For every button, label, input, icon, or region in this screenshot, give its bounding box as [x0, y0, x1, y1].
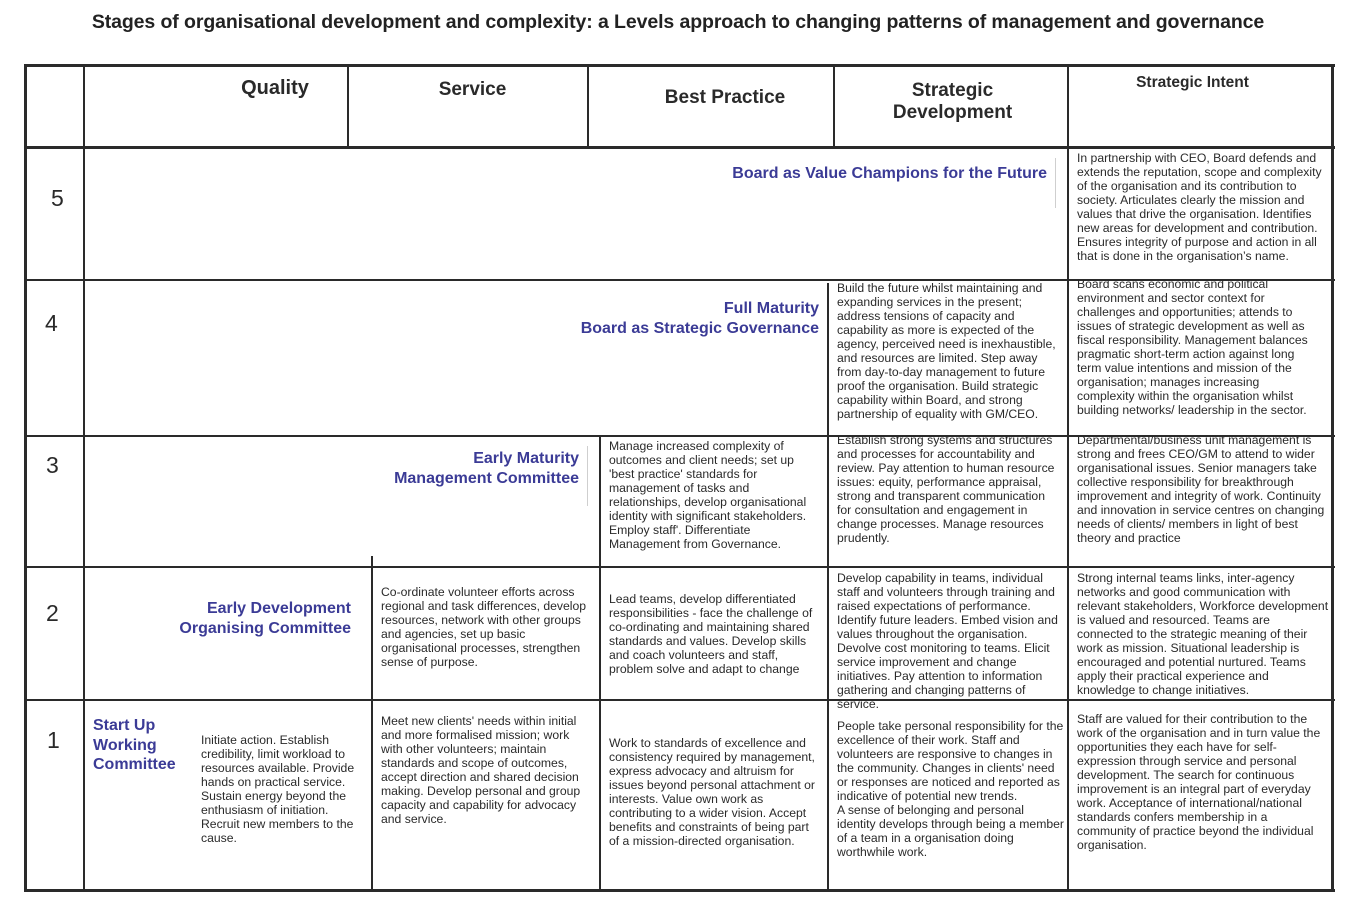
level2-service: Co-ordinate volunteer efforts across regional and task differences, develop resources, network with other groups and agencies, set up basic organisational processes, strengthen sense of purpose.: [381, 585, 587, 669]
level5-strategic-intent: In partnership with CEO, Board defends and extends the reputation, scope and complexity of the organisation and its contribution to society. Articulates clearly the mission and values that drive the organisation. Identifies new areas for development and contribution. Ensures integrity of purpose and action in all that is done in the organisation’s name.: [1077, 151, 1322, 263]
level5-stage-title: Board as Value Champions for the Future: [732, 165, 1047, 182]
level2-stage-name: Early Development: [206, 600, 351, 617]
document-title: Stages of organisational development and complexity: a Levels approach to changing patterns of management and governance: [91, 11, 1265, 33]
level1-stage-title: [93, 716, 193, 775]
level1-stage-name-line3: Committee: [93, 756, 176, 773]
level3-stage-name: Early Maturity: [473, 450, 579, 467]
level1-service: Meet new clients' needs within initial and more formalised mission; work with other volunteers; maintain standards and scope of outcomes, accept direction and shared decision making. Develop personal and group capacity and capability for advocacy and service.: [381, 714, 581, 826]
column-header-strategic-development: Strategic Development: [892, 80, 1013, 123]
intent-divider: [1067, 146, 1069, 892]
level4-strategic-intent: Board scans economic and political environment and sector context for challenges and opportunities; attends to issues of strategic development as well as fiscal responsibility. Management balances pragmatic short-term action against long term value intentions and mission of the organisation; manages increasing complexity within the organisation whilst building networks/ leadership in the sector.: [1077, 277, 1308, 417]
level3-stage-title: [330, 449, 579, 488]
service-divider: [371, 556, 373, 892]
level1-stage-name-line1: Start Up: [93, 717, 156, 734]
level1-stage-name-line2: Working: [93, 736, 157, 754]
level-number-1: 1: [47, 727, 60, 753]
level2-stage-title: [120, 599, 351, 638]
level1-quality: Initiate action. Establish credibility, limit workload to resources available. Provide hands on practical service. Sustain energy beyond the enthusiasm of initiation. Recruit new members to the cause.: [201, 733, 355, 845]
header-divider-strategicdev-intent: [1067, 64, 1069, 148]
level-number-3: 3: [46, 452, 59, 478]
level1-strategic-intent: Staff are valued for their contribution to the work of the organisation and in turn value the opportunities they each have for self-expression through service and personal development. The search for continuous improvement is an integral part of everyday work. Acceptance of international/national standards confers membership in a community of practice beyond the individual organisation.: [1077, 712, 1321, 852]
level4-strategic-development: Build the future whilst maintaining and expanding services in the present; address tensions of capacity and capability as more is expected of the agency, perceived need is inexhaustible, and resources are limited. Step away from day-to-day management to future proof the organisation. Build strategic capability within Board, and strong partnership of equality with GM/CEO.: [837, 281, 1056, 421]
column-header-quality: Quality: [241, 77, 309, 99]
level3-strategic-development: Establish strong systems and structures and processes for accountability and review. Pay attention to human resource issues: equity, performance appraisal, strong and transparent communication for consultation and engagement in change processes. Manage resources prudently.: [837, 433, 1055, 545]
level3-faint-divider: [587, 446, 588, 506]
level2-strategic-development: Develop capability in teams, individual staff and volunteers through training and raised expectations of performance. Identify future leaders. Embed vision and values throughout the organisation. Devolve cost monitoring to teams. Elicit service improvement and change initiatives. Pay attention to information gathering and changing patterns of service.: [837, 571, 1058, 711]
level4-stage-title: [520, 299, 819, 338]
level3-best-practice: Manage increased complexity of outcomes and client needs; set up 'best practice' standards for management of tasks and relationships, develop organisational identity with significant stakeholders. Employ staff'. Differentiate Management from Governance.: [609, 439, 807, 551]
table-border-right: [1331, 64, 1334, 892]
strategicdev-divider: [827, 283, 829, 892]
level2-governance-body: Organising Committee: [179, 619, 351, 637]
bestpractice-divider: [599, 436, 601, 892]
column-header-strategic-intent: Strategic Intent: [1136, 74, 1249, 91]
level1-best-practice: Work to standards of excellence and consistency required by management, express advocacy and altruism for issues beyond personal attachment or interests. Value own work as contributing to a wider vision. Accept benefits and constraints of being part of a mission-directed organisation.: [609, 736, 815, 848]
header-divider-quality-service: [347, 64, 349, 148]
level-number-5: 5: [51, 185, 64, 211]
header-bottom-rule: [24, 146, 1335, 149]
level4-stage-name: Full Maturity: [723, 300, 819, 317]
level4-governance-body: Board as Strategic Governance: [580, 319, 819, 337]
header-divider-bestpractice-strategicdev: [833, 64, 835, 148]
table-border-left: [24, 64, 27, 892]
level2-strategic-intent: Strong internal teams links, inter-agency networks and good communication with relevant stakeholders, Workforce development is valued and resourced. Teams are connected to the strategic meaning of their work as mission. Situational leadership is encouraged and potential nurtured. Teams apply their practical experience and knowledge to change initiatives.: [1077, 571, 1329, 697]
column-header-best-practice: Best Practice: [664, 87, 786, 108]
level5-faint-divider: [1055, 158, 1056, 208]
row-rule-2-1: [24, 699, 1335, 701]
header-divider-service-bestpractice: [587, 64, 589, 148]
level-number-2: 2: [46, 600, 59, 626]
level2-best-practice: Lead teams, develop differentiated responsibilities - face the challenge of co-ordinating and maintaining shared standards and values. Develop skills and coach volunteers and staff, problem solve and adapt to change: [609, 592, 813, 676]
level3-strategic-intent: Departmental/business unit management is strong and frees CEO/GM to attend to wider organisational issues. Senior managers take collective responsibility for breakthrough improvement and integrity of work. Continuity and innovation in service centres on changing needs of clients/ members in light of best theory and practice: [1077, 433, 1325, 545]
column-header-service: Service: [438, 79, 507, 100]
level3-governance-body: Management Committee: [394, 469, 579, 487]
level-column-divider: [83, 64, 85, 892]
table-border-top: [24, 64, 1335, 67]
table-border-bottom: [24, 889, 1335, 892]
row-rule-3-2: [24, 566, 1335, 568]
level-number-4: 4: [45, 310, 58, 336]
level1-strategic-development: People take personal responsibility for the excellence of their work. Staff and volunteers are responsive to changes in the community. Changes in clients' need or responses are noticed and reported as indicative of potential new trends. A sense of belonging and personal identity develops through being a member of a team in a organisation doing worthwhile work.: [837, 719, 1064, 859]
